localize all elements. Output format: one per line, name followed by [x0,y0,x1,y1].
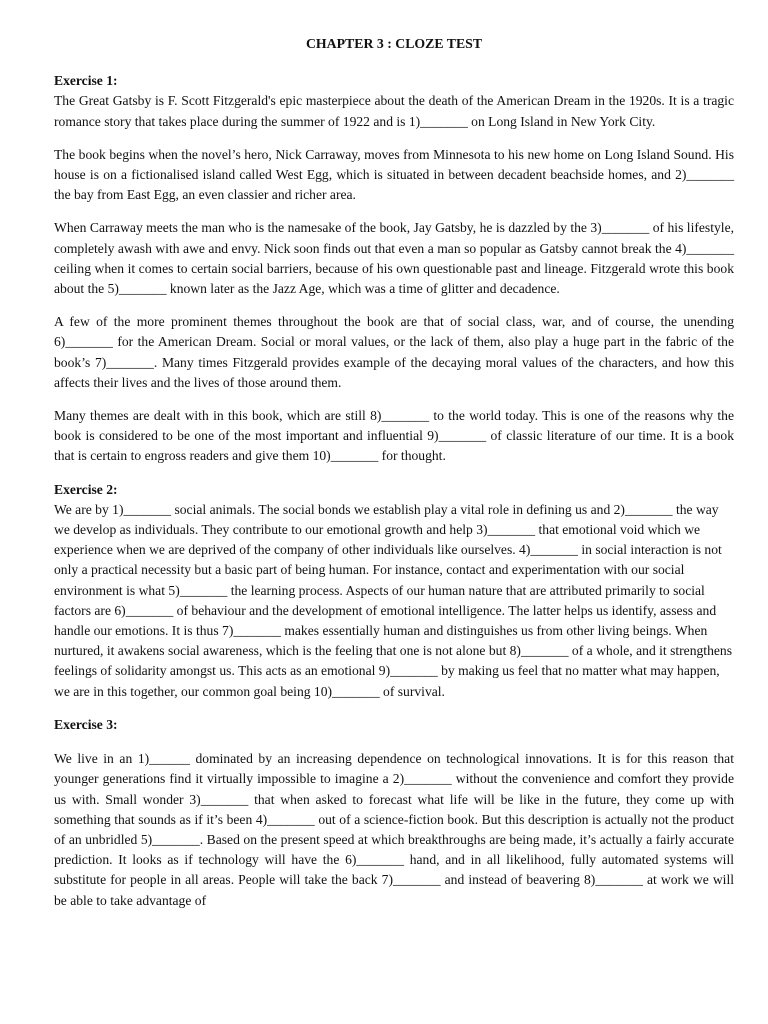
exercise-1-paragraph-5: Many themes are dealt with in this book, which are still 8)_______ to the world today. This is one of the reasons why the book is considered to be one of the most important and influential 9)_______ of classic literature of our time. It is a book that is certain to engross readers and give them 10)_______ for thought. [54,408,734,464]
exercise-1-paragraph-2: The book begins when the novel’s hero, Nick Carraway, moves from Minnesota to his new home on Long Island Sound. His house is on a fictionalised island called West Egg, which is situated in between decadent beachside homes, and 2)_______ the bay from East Egg, an even classier and richer area. [54,146,734,203]
exercise-1 [54,71,734,466]
exercise-2-heading: Exercise 2: [54,481,118,497]
exercise-2-paragraph-1: We are by 1)_______ social animals. The social bonds we establish play a vital role in defining us and 2)_______ the way we develop as individuals. They contribute to our emotional growth and help 3)_______ that emotional void which we experience when we are deprived of the company of other individuals like ourselves. 4)_______ in social interaction is not only a practical necessity but a basic part of being human. For instance, contact and experimentation with our social environment is what 5)_______ the learning process. Aspects of our human nature that are attributed primarily to social factors are 6)_______ of behaviour and the development of emotional intelligence. The latter helps us identify, assess and handle our emotions. It is thus 7)_______ makes essentially human and distinguishes us from other living beings. When nurtured, it awakens social awareness, which is the feeling that one is not alone but 8)_______ of a whole, and it strengthens feelings of solidarity amongst us. This acts as an emotional 9)_______ by making us feel that no matter what may happen, we are in this together, our common goal being 10)_______ of survival. [54,501,733,699]
exercise-1-paragraph-3: When Carraway meets the man who is the namesake of the book, Jay Gatsby, he is dazzled by the 3)_______ of his lifestyle, completely awash with awe and envy. Nick soon finds out that even a man so popular as Gatsby cannot break the 4)_______ ceiling when it comes to certain social barriers, because of his own questionable past and lineage. Fitzgerald wrote this book about the 5)_______ known later as the Jazz Age, which was a time of glitter and decadence. [54,220,734,297]
exercise-3 [54,715,734,911]
exercise-3-paragraph-1: We live in an 1)______ dominated by an increasing dependence on technological innovations. It is for this reason that younger generations find it virtually impossible to imagine a 2)_______ without the convenience and comfort they provide us with. Small wonder 3)_______ that when asked to forecast what life will be like in the future, they come up with something that sounds as if it’s been 4)_______ out of a science-fiction book. But this description is actually not the product of an unbridled 5)_______. Based on the present speed at which breakthroughs are being made, it’s actually a fairly accurate prediction. It looks as if technology will have the 6)_______ hand, and in all likelihood, fully automated systems will substitute for people in all areas. People will take the back 7)_______ and instead of beavering 8)_______ at work we will be able to take advantage of [54,751,734,908]
document-page [54,34,734,924]
page-title: CHAPTER 3 : CLOZE TEST [305,36,483,51]
exercise-1-heading: Exercise 1: [54,73,118,89]
exercise-1-paragraph-1: The Great Gatsby is F. Scott Fitzgerald's epic masterpiece about the death of the American Dream in the 1920s. It is a tragic romance story that takes place during the summer of 1922 and is 1)_______ on Long Island in New York City. [54,93,734,129]
exercise-2 [54,480,734,702]
exercise-1-paragraph-4: A few of the more prominent themes throughout the book are that of social class, war, and of course, the unending 6)_______ for the American Dream. Social or moral values, or the lack of them, also play a huge part in the fabric of the book’s 7)_______. Many times Fitzgerald provides example of the decaying moral values of the characters, and how this affects their lives and the lives of those around them. [54,314,734,390]
exercise-3-heading: Exercise 3: [54,716,118,732]
